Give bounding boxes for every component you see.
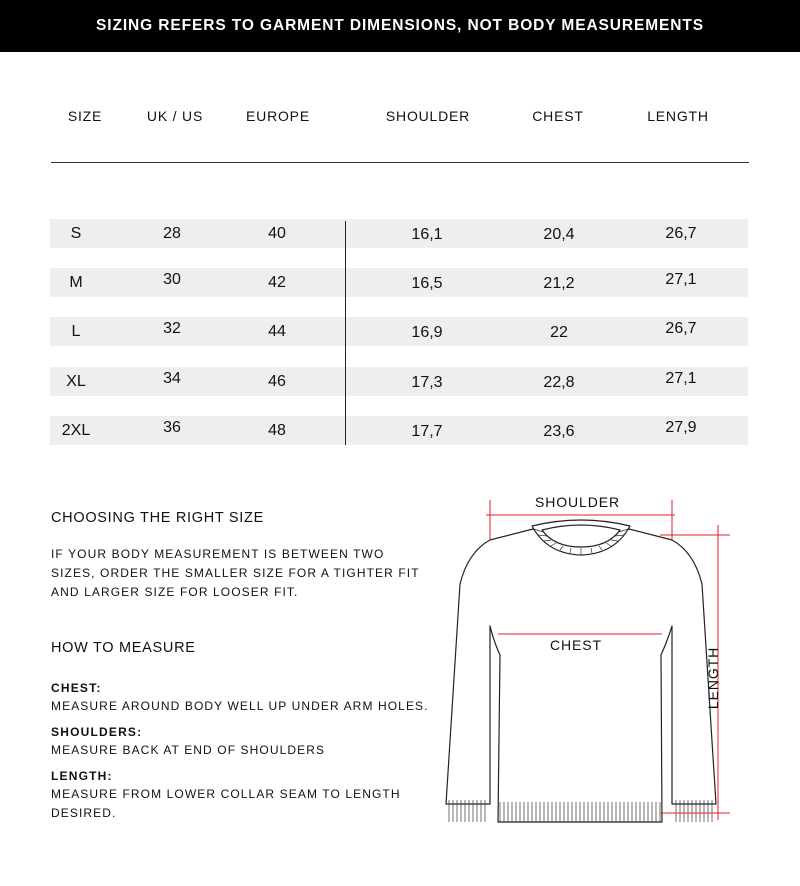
length-diagram-label: LENGTH — [705, 646, 721, 710]
choosing-title: CHOOSING THE RIGHT SIZE — [51, 510, 264, 526]
chest-diagram-label: CHEST — [550, 637, 602, 653]
cell-shoulder: 16,9 — [411, 324, 443, 341]
table-row — [50, 416, 748, 445]
cell-size: S — [70, 225, 82, 242]
measure-title: HOW TO MEASURE — [51, 640, 196, 656]
length-text: MEASURE FROM LOWER COLLAR SEAM TO LENGTH DESIRED. — [51, 787, 401, 820]
cell-uk-us: 30 — [163, 271, 181, 288]
cell-shoulder: 17,3 — [411, 374, 443, 391]
cell-uk-us: 28 — [163, 225, 181, 242]
header-europe: EUROPE — [246, 108, 310, 124]
column-divider — [345, 221, 346, 445]
header-length: LENGTH — [647, 108, 709, 124]
shoulders-text: MEASURE BACK AT END OF SHOULDERS — [51, 743, 326, 757]
size-table — [50, 219, 748, 447]
header-divider — [51, 162, 749, 163]
cell-size: M — [69, 274, 83, 291]
cell-europe: 40 — [268, 225, 286, 242]
choosing-text: IF YOUR BODY MEASUREMENT IS BETWEEN TWO SIZES, ORDER THE SMALLER SIZE FOR A TIGHTER FIT AND LARGER SIZE FOR LOOSER FIT. — [51, 547, 420, 599]
chest-label: CHEST: — [51, 681, 102, 695]
cell-length: 27,9 — [665, 419, 697, 436]
length-label: LENGTH: — [51, 769, 113, 783]
table-row — [50, 268, 748, 297]
chest-text: MEASURE AROUND BODY WELL UP UNDER ARM HOLES. — [51, 699, 429, 713]
sweater-diagram — [430, 480, 800, 850]
cell-uk-us: 34 — [163, 370, 181, 387]
header-uk-us: UK / US — [146, 108, 204, 124]
cell-chest: 22,8 — [543, 374, 575, 391]
cell-chest: 22 — [550, 324, 568, 341]
cell-uk-us: 32 — [163, 320, 181, 337]
shoulders-label: SHOULDERS: — [51, 725, 143, 739]
cell-shoulder: 16,1 — [411, 226, 443, 243]
cell-chest: 23,6 — [543, 423, 575, 440]
table-row — [50, 219, 748, 248]
cell-uk-us: 36 — [163, 419, 181, 436]
cell-length: 26,7 — [665, 320, 697, 337]
cell-europe: 46 — [268, 373, 286, 390]
cell-europe: 42 — [268, 274, 286, 291]
cell-shoulder: 16,5 — [411, 275, 443, 292]
cell-length: 27,1 — [665, 271, 697, 288]
cell-chest: 20,4 — [543, 226, 575, 243]
header-size: SIZE — [67, 108, 103, 124]
table-row — [50, 317, 748, 346]
sizing-banner — [0, 0, 800, 52]
cell-shoulder: 17,7 — [411, 423, 443, 440]
header-shoulder: SHOULDER — [385, 108, 471, 124]
cell-europe: 48 — [268, 422, 286, 439]
cell-size: 2XL — [61, 422, 91, 439]
cell-size: L — [71, 323, 81, 340]
cell-length: 27,1 — [665, 370, 697, 387]
cell-size: XL — [66, 373, 86, 390]
sweater-outline — [446, 520, 716, 822]
banner-text: SIZING REFERS TO GARMENT DIMENSIONS, NOT BODY MEASUREMENTS — [96, 17, 704, 34]
table-row — [50, 367, 748, 396]
table-header — [50, 108, 748, 130]
cell-europe: 44 — [268, 323, 286, 340]
shoulder-label: SHOULDER — [535, 494, 620, 510]
header-chest: CHEST — [532, 108, 584, 124]
cell-chest: 21,2 — [543, 275, 575, 292]
cell-length: 26,7 — [665, 225, 697, 242]
